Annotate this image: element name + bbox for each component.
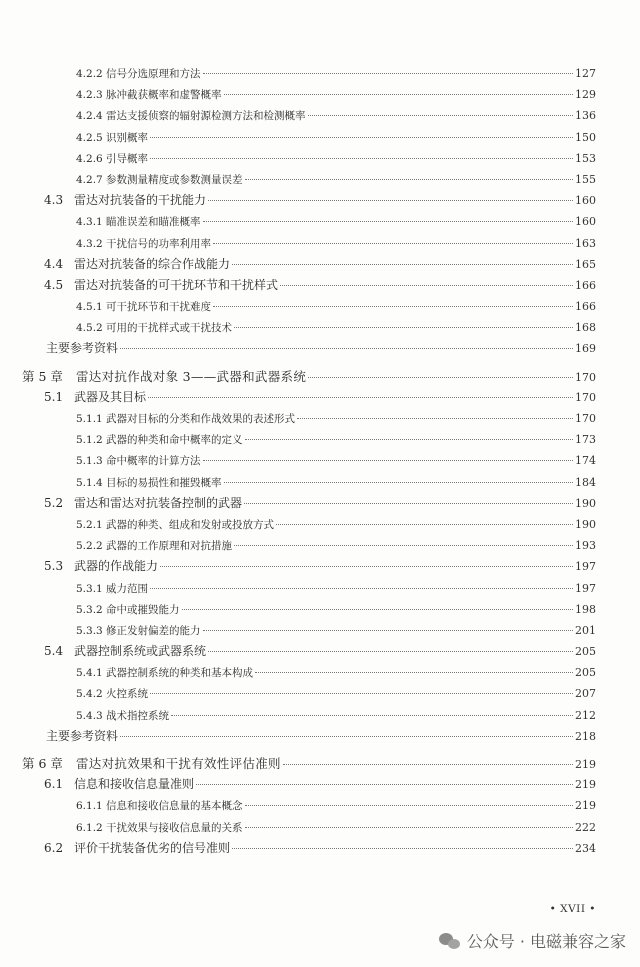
table-of-contents (0, 63, 640, 859)
toc-entry (0, 817, 640, 838)
toc-entry-number: 6.1.1 (76, 800, 103, 813)
toc-entry-page: 155 (575, 172, 596, 186)
toc-entry-number: 4.2.2 (76, 68, 103, 80)
toc-entry-page: 166 (575, 300, 596, 314)
toc-entry-number: 4.2.5 (76, 131, 103, 144)
dot-leader (148, 397, 573, 398)
toc-entry (0, 84, 640, 105)
dot-leader (203, 630, 574, 631)
toc-entry-number: 5.1.2 (76, 434, 103, 447)
toc-entry-number: 5.4.3 (76, 709, 103, 722)
toc-entry-page: 198 (575, 602, 596, 616)
toc-entry-number: 4.5.1 (76, 301, 103, 314)
toc-entry-number: 第 6 章 (22, 756, 63, 771)
toc-entry-title: 雷达对抗效果和干扰有效性评估准则 (76, 756, 281, 771)
toc-entry (0, 472, 640, 493)
toc-entry-page: 197 (575, 560, 596, 574)
dot-leader (120, 348, 573, 349)
dot-leader (150, 693, 573, 694)
toc-entry-title: 威力范围 (106, 582, 148, 595)
toc-references-entry (0, 726, 640, 747)
toc-entry-number: 5.4.1 (76, 667, 103, 680)
dot-leader (196, 784, 573, 785)
toc-entry-title: 评价干扰装备优劣的信号准则 (74, 840, 231, 855)
toc-entry-page: 153 (575, 151, 596, 165)
toc-entry (0, 254, 640, 275)
toc-entry-title: 武器的种类和命中概率的定义 (106, 434, 243, 447)
toc-entry-title: 瞄准误差和瞄准概率 (106, 216, 201, 229)
toc-entry-title: 修正发射偏差的能力 (106, 624, 201, 637)
toc-entry-number: 5.1.3 (76, 455, 103, 468)
toc-entry-title: 识别概率 (106, 131, 148, 144)
toc-entry (0, 275, 640, 296)
toc-entry (0, 493, 640, 514)
toc-entry (0, 662, 640, 683)
toc-entry (0, 620, 640, 641)
toc-entry (0, 683, 640, 704)
toc-entry-title: 信号分选原理和方法 (106, 68, 201, 80)
toc-entry (0, 429, 640, 450)
toc-entry-title: 可干扰环节和干扰难度 (106, 301, 211, 314)
toc-entry-number: 6.2 (44, 840, 64, 855)
toc-entry-page: 197 (575, 581, 596, 595)
dot-leader (150, 158, 573, 159)
toc-entry-number: 5.4 (44, 644, 64, 659)
toc-entry (0, 774, 640, 795)
dot-leader (203, 221, 574, 222)
toc-entry (0, 838, 640, 859)
toc-entry-page: 193 (575, 539, 596, 553)
dot-leader (283, 764, 573, 765)
toc-entry-number: 第 5 章 (22, 368, 63, 384)
toc-entry-page: 190 (575, 517, 596, 531)
toc-entry-page: 165 (575, 257, 596, 271)
toc-entry-title: 雷达对抗装备的综合作战能力 (74, 256, 231, 271)
dot-leader (308, 115, 574, 116)
toc-entry-title: 雷达对抗装备的干扰能力 (74, 193, 207, 208)
toc-entry-page: 174 (575, 454, 596, 468)
dot-leader (245, 805, 574, 806)
toc-entry-number: 6.1 (44, 777, 64, 792)
dot-leader (160, 566, 573, 567)
toc-entry (0, 105, 640, 126)
toc-entry-title: 武器的作战能力 (74, 559, 159, 574)
toc-entry-number: 4.3.2 (76, 237, 103, 250)
toc-entry (0, 450, 640, 471)
toc-entry-title: 脉冲截获概率和虚警概率 (106, 89, 222, 102)
toc-entry-title: 主要参考资料 (46, 341, 119, 356)
toc-entry (0, 514, 640, 535)
toc-entry-title: 武器及其目标 (74, 389, 147, 404)
toc-entry-page: 173 (575, 433, 596, 447)
toc-entry-page: 129 (575, 88, 596, 102)
dot-leader (308, 377, 573, 378)
toc-entry-page: 222 (575, 820, 596, 834)
toc-entry-page: 150 (575, 130, 596, 144)
toc-entry (0, 578, 640, 599)
dot-leader (232, 848, 573, 849)
toc-entry (0, 408, 640, 429)
dot-leader (213, 306, 573, 307)
dot-leader (245, 827, 574, 828)
toc-entry-title: 命中或摧毁能力 (106, 603, 180, 616)
toc-entry (0, 641, 640, 662)
toc-entry-number: 5.4.2 (76, 688, 103, 701)
dot-leader (224, 482, 574, 483)
toc-entry (0, 148, 640, 169)
toc-entry (0, 795, 640, 816)
toc-entry-title: 武器控制系统或武器系统 (74, 644, 207, 659)
toc-entry (0, 556, 640, 577)
toc-entry-title: 战术指控系统 (106, 709, 169, 722)
dot-leader (234, 545, 573, 546)
toc-entry-title: 信息和接收信息量的基本概念 (106, 800, 243, 813)
toc-entry-number: 5.3 (44, 559, 64, 574)
toc-entry-title: 武器控制系统的种类和基本构成 (106, 667, 253, 680)
dot-leader (280, 285, 573, 286)
toc-entry-page: 160 (575, 194, 596, 208)
toc-entry (0, 387, 640, 408)
watermark (439, 929, 626, 952)
toc-entry-page: 234 (575, 841, 596, 855)
toc-entry-page: 205 (575, 645, 596, 659)
toc-entry-page: 184 (575, 475, 596, 489)
toc-entry-number: 5.2.1 (76, 518, 103, 531)
toc-entry-page: 219 (575, 799, 596, 813)
toc-entry-title: 雷达和雷达对抗装备控制的武器 (74, 495, 243, 510)
toc-entry-title: 雷达对抗装备的可干扰环节和干扰样式 (74, 277, 279, 292)
dot-leader (244, 503, 573, 504)
toc-entry-title: 武器的工作原理和对抗措施 (106, 540, 232, 553)
toc-entry-number: 5.3.2 (76, 603, 103, 616)
toc-entry-number: 5.2.2 (76, 540, 103, 553)
toc-entry-page: 219 (575, 778, 596, 792)
wechat-logo-icon (439, 932, 461, 950)
toc-entry (0, 599, 640, 620)
toc-entry-title: 命中概率的计算方法 (106, 455, 201, 468)
page-number: • XVII • (549, 903, 596, 915)
dot-leader (203, 73, 574, 74)
toc-entry (0, 705, 640, 726)
toc-entry-number: 5.3.1 (76, 582, 103, 595)
toc-chapter-entry (0, 366, 640, 387)
dot-leader (297, 418, 573, 419)
toc-entry (0, 169, 640, 190)
watermark-text: 公众号 · 电磁兼容之家 (466, 932, 626, 951)
toc-entry-number: 4.2.3 (76, 89, 103, 102)
toc-entry-number: 5.3.3 (76, 624, 103, 637)
toc-entry (0, 535, 640, 556)
toc-entry-title: 干扰信号的功率利用率 (106, 237, 211, 250)
toc-entry-page: 212 (575, 708, 596, 722)
toc-entry (0, 127, 640, 148)
toc-entry-page: 163 (575, 236, 596, 250)
toc-entry-number: 4.4 (44, 256, 64, 271)
toc-entry-title: 目标的易损性和摧毁概率 (106, 476, 222, 489)
toc-entry-number: 4.3 (44, 193, 64, 208)
toc-entry-page: 168 (575, 321, 596, 335)
toc-entry-number: 4.2.7 (76, 173, 103, 186)
dot-leader (276, 524, 573, 525)
toc-entry-number: 4.5.2 (76, 322, 103, 335)
toc-entry-title: 武器对目标的分类和作战效果的表述形式 (106, 413, 295, 425)
dot-leader (245, 439, 574, 440)
toc-entry-title: 雷达支援侦察的辐射源检测方法和检测概率 (106, 110, 306, 123)
toc-entry-title: 干扰效果与接收信息量的关系 (106, 821, 243, 834)
dot-leader (208, 200, 573, 201)
toc-entry-page: 170 (575, 412, 596, 425)
dot-leader (232, 264, 573, 265)
toc-entry-page: 166 (575, 278, 596, 292)
toc-entry-number: 4.2.6 (76, 152, 103, 165)
toc-entry-page: 205 (575, 666, 596, 680)
dot-leader (203, 460, 574, 461)
toc-entry (0, 190, 640, 211)
dot-leader (234, 327, 573, 328)
toc-entry-title: 主要参考资料 (46, 728, 119, 743)
dot-leader (208, 651, 573, 652)
toc-entry-number: 5.2 (44, 495, 64, 510)
toc-entry-title: 引导概率 (106, 152, 148, 165)
toc-entry-number: 4.2.4 (76, 110, 103, 123)
dot-leader (182, 609, 574, 610)
toc-entry-number: 5.1.4 (76, 476, 103, 489)
dot-leader (255, 672, 573, 673)
dot-leader (150, 588, 573, 589)
dot-leader (224, 94, 574, 95)
toc-entry-page: 207 (575, 687, 596, 701)
toc-entry-page: 201 (575, 623, 596, 637)
dot-leader (171, 715, 573, 716)
dot-leader (120, 736, 573, 737)
toc-entry-title: 武器的种类、组成和发射或投放方式 (106, 518, 274, 531)
toc-entry-title: 参数测量精度或参数测量误差 (106, 173, 243, 186)
dot-leader (150, 137, 573, 138)
toc-entry-page: 127 (575, 67, 596, 80)
toc-entry-number: 5.1.1 (76, 413, 103, 425)
toc-entry-number: 6.1.2 (76, 821, 103, 834)
toc-references-entry (0, 338, 640, 359)
toc-entry-title: 火控系统 (106, 688, 148, 701)
toc-entry-page: 160 (575, 215, 596, 229)
toc-entry-title: 雷达对抗作战对象 3——武器和武器系统 (76, 368, 307, 384)
toc-entry (0, 211, 640, 232)
toc-entry-number: 4.3.1 (76, 216, 103, 229)
toc-entry (0, 317, 640, 338)
toc-entry-page: 219 (575, 758, 596, 771)
toc-entry-page: 136 (575, 109, 596, 123)
toc-entry-title: 信息和接收信息量准则 (74, 777, 195, 792)
toc-entry-page: 190 (575, 496, 596, 510)
toc-entry-page: 218 (575, 729, 596, 743)
toc-entry-page: 169 (575, 342, 596, 356)
dot-leader (213, 243, 573, 244)
toc-entry (0, 233, 640, 254)
toc-entry-page: 170 (575, 370, 596, 384)
dot-leader (245, 179, 574, 180)
toc-entry-page: 170 (575, 390, 596, 404)
toc-entry-title: 可用的干扰样式或干扰技术 (106, 322, 232, 335)
toc-chapter-entry (0, 753, 640, 774)
toc-entry-number: 5.1 (44, 389, 64, 404)
toc-entry-number: 4.5 (44, 277, 64, 292)
toc-entry (0, 63, 640, 84)
toc-entry (0, 296, 640, 317)
